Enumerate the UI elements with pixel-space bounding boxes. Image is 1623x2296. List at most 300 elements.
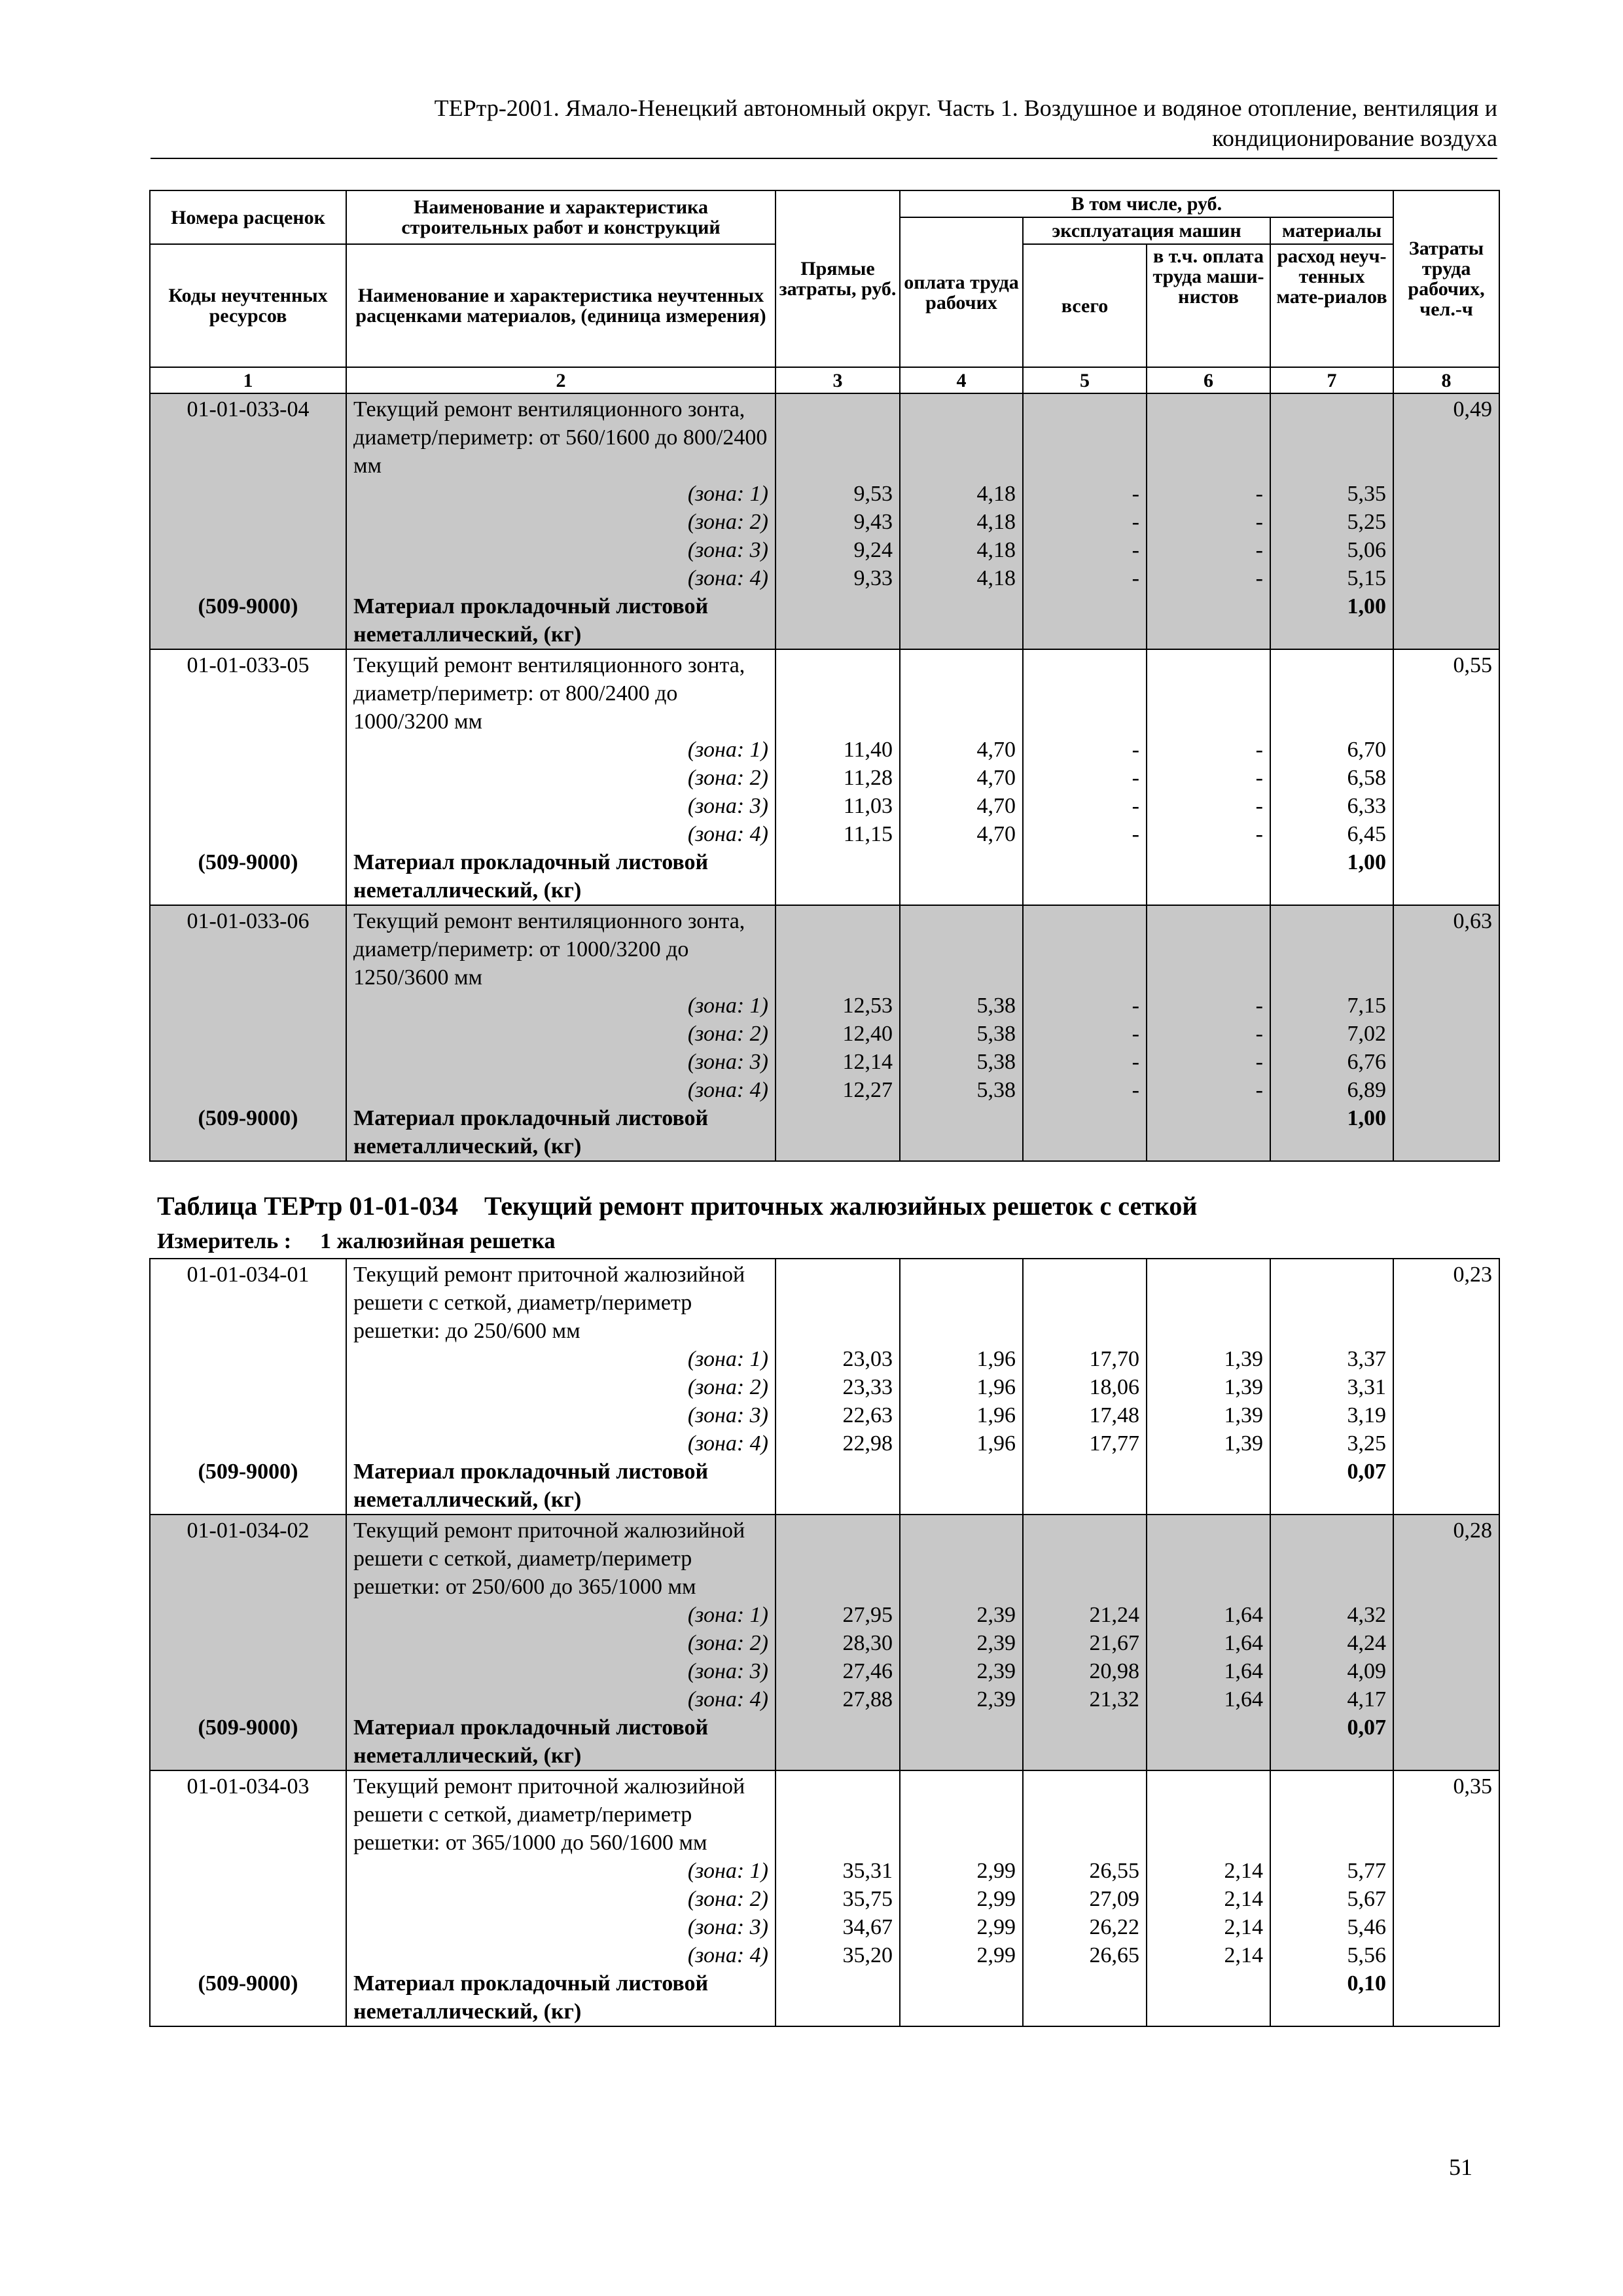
- resource-name: Материал прокладочный листовой неметаллический, (кг): [353, 850, 709, 903]
- zone-materials: 5,67: [1347, 1887, 1386, 1911]
- zone-machinists: -: [1255, 1050, 1263, 1074]
- zone-materials: 6,76: [1347, 1050, 1386, 1074]
- work-name: Текущий ремонт приточной жалюзийной решети с сеткой, диаметр/периметр решетки: от 250/600 до 365/1000 мм: [353, 1518, 745, 1599]
- num-pad: [1277, 1772, 1386, 1857]
- zone-machinists: -: [1255, 538, 1263, 562]
- resource-code: (509-9000): [198, 1460, 298, 1484]
- zone-materials: 3,19: [1347, 1403, 1386, 1427]
- cell-codes: [150, 1259, 346, 1515]
- zone-zone: (зона: 1): [687, 994, 768, 1018]
- zone-zone: (зона: 2): [687, 1887, 768, 1911]
- code-spacer: [157, 935, 339, 1104]
- zone-wage: 1,96: [976, 1347, 1016, 1371]
- cell-machines: [1023, 1515, 1147, 1770]
- num-pad: [1154, 1516, 1263, 1601]
- zone-materials: 3,25: [1347, 1431, 1386, 1456]
- zone-materials: 6,58: [1347, 766, 1386, 790]
- num-pad: [1277, 907, 1386, 992]
- zone-direct: 12,53: [842, 994, 893, 1018]
- cell-materials: [1270, 1770, 1393, 2026]
- resource-name: Материал прокладочный листовой неметаллический, (кг): [353, 594, 709, 647]
- cell-codes: [150, 1515, 346, 1770]
- zone-wage: 4,70: [976, 738, 1016, 762]
- zone-wage: 4,18: [976, 538, 1016, 562]
- zone-machinists: -: [1255, 994, 1263, 1018]
- zone-materials: 6,45: [1347, 822, 1386, 846]
- zone-direct: 27,46: [842, 1659, 893, 1683]
- zone-machines: -: [1132, 566, 1139, 590]
- code-spacer: [157, 1545, 339, 1713]
- zone-machines: -: [1132, 538, 1139, 562]
- cell-direct: [776, 905, 900, 1161]
- num-pad: [1030, 651, 1139, 736]
- rate-code: 01-01-033-06: [187, 909, 310, 933]
- zone-materials: 5,25: [1347, 510, 1386, 534]
- col-index-8: 8: [1393, 367, 1499, 393]
- zone-materials: 5,35: [1347, 482, 1386, 506]
- zone-wage: 2,99: [976, 1943, 1016, 1967]
- work-name: Текущий ремонт вентиляционного зонта, диаметр/периметр: от 560/1600 до 800/2400 мм: [353, 397, 768, 478]
- zone-zone: (зона: 3): [687, 794, 768, 818]
- header-materials-use: расход неуч-тенных мате-риалов: [1270, 244, 1393, 367]
- zone-machinists: 2,14: [1224, 1915, 1263, 1939]
- zone-machinists: 2,14: [1224, 1943, 1263, 1967]
- code-spacer: [157, 423, 339, 592]
- cell-labor: [1393, 1259, 1499, 1515]
- zone-materials: 6,33: [1347, 794, 1386, 818]
- labor-value: 0,28: [1453, 1518, 1492, 1543]
- zone-wage: 4,18: [976, 510, 1016, 534]
- zone-zone: (зона: 4): [687, 1687, 768, 1712]
- zone-materials: 5,56: [1347, 1943, 1386, 1967]
- zone-materials: 5,06: [1347, 538, 1386, 562]
- zone-direct: 23,03: [842, 1347, 893, 1371]
- page-number: 51: [1449, 2154, 1472, 2180]
- num-pad: [1277, 1516, 1386, 1601]
- zone-wage: 5,38: [976, 994, 1016, 1018]
- rates-table-033: [149, 393, 1500, 1162]
- num-pad: [1030, 1516, 1139, 1601]
- zone-direct: 34,67: [842, 1915, 893, 1939]
- zone-machinists: 1,64: [1224, 1631, 1263, 1655]
- work-name: Текущий ремонт вентиляционного зонта, диаметр/периметр: от 800/2400 до 1000/3200 мм: [353, 653, 745, 734]
- zone-materials: 4,24: [1347, 1631, 1386, 1655]
- zone-zone: (зона: 2): [687, 1375, 768, 1399]
- header-labor-pay: оплата труда рабочих: [900, 217, 1023, 367]
- zone-machinists: -: [1255, 510, 1263, 534]
- labor-value: 0,63: [1453, 909, 1492, 933]
- cell-direct: [776, 649, 900, 905]
- num-pad: [907, 1516, 1016, 1601]
- zone-materials: 4,32: [1347, 1603, 1386, 1627]
- num-pad: [783, 1772, 893, 1857]
- zone-machinists: -: [1255, 822, 1263, 846]
- cell-materials: [1270, 905, 1393, 1161]
- zone-machinists: -: [1255, 1078, 1263, 1102]
- table-unit: [157, 1228, 1492, 1255]
- cell-codes: [150, 905, 346, 1161]
- zone-machines: -: [1132, 994, 1139, 1018]
- num-pad: [907, 1772, 1016, 1857]
- zone-wage: 4,18: [976, 482, 1016, 506]
- table-title-text: Текущий ремонт приточных жалюзийных решеток с сеткой: [484, 1191, 1198, 1221]
- zone-machinists: -: [1255, 1022, 1263, 1046]
- cell-direct: [776, 1770, 900, 2026]
- zone-machinists: -: [1255, 766, 1263, 790]
- zone-materials: 7,15: [1347, 994, 1386, 1018]
- zone-machines: 21,24: [1089, 1603, 1139, 1627]
- zone-machinists: -: [1255, 566, 1263, 590]
- zone-zone: (зона: 4): [687, 822, 768, 846]
- cell-machinists: [1147, 393, 1270, 649]
- col-index-2: 2: [346, 367, 776, 393]
- zone-machines: 17,77: [1089, 1431, 1139, 1456]
- cell-materials: [1270, 393, 1393, 649]
- cell-machines: [1023, 905, 1147, 1161]
- zone-wage: 2,39: [976, 1631, 1016, 1655]
- zone-materials: 6,70: [1347, 738, 1386, 762]
- zone-zone: (зона: 3): [687, 1915, 768, 1939]
- labor-value: 0,49: [1453, 397, 1492, 422]
- cell-machinists: [1147, 905, 1270, 1161]
- rate-code: 01-01-034-01: [187, 1263, 310, 1287]
- unit-label: Измеритель :: [157, 1229, 292, 1253]
- zone-wage: 5,38: [976, 1050, 1016, 1074]
- cell-names: [346, 1515, 776, 1770]
- col-index-7: 7: [1270, 367, 1393, 393]
- zone-machines: 26,55: [1089, 1859, 1139, 1883]
- zone-machines: -: [1132, 794, 1139, 818]
- zone-direct: 27,95: [842, 1603, 893, 1627]
- cell-wage: [900, 1259, 1023, 1515]
- cell-codes: [150, 1770, 346, 2026]
- cell-materials: [1270, 1259, 1393, 1515]
- zone-machinists: 1,64: [1224, 1687, 1263, 1712]
- zone-machines: 21,32: [1089, 1687, 1139, 1712]
- col-index-4: 4: [900, 367, 1023, 393]
- zone-machines: 18,06: [1089, 1375, 1139, 1399]
- zone-zone: (зона: 2): [687, 1022, 768, 1046]
- zone-zone: (зона: 3): [687, 1050, 768, 1074]
- code-spacer: [157, 679, 339, 848]
- zone-zone: (зона: 1): [687, 1347, 768, 1371]
- resource-value: 1,00: [1347, 594, 1386, 619]
- rate-entry-row: [150, 1515, 1499, 1770]
- cell-names: [346, 649, 776, 905]
- resource-code: (509-9000): [198, 1715, 298, 1740]
- zone-materials: 3,31: [1347, 1375, 1386, 1399]
- unit-value: 1 жалюзийная решетка: [320, 1229, 556, 1253]
- cell-materials: [1270, 1515, 1393, 1770]
- num-pad: [907, 395, 1016, 480]
- resource-value: 0,07: [1347, 1715, 1386, 1740]
- zone-materials: 6,89: [1347, 1078, 1386, 1102]
- resource-name: Материал прокладочный листовой неметаллический, (кг): [353, 1106, 709, 1158]
- zone-machines: -: [1132, 766, 1139, 790]
- zone-direct: 23,33: [842, 1375, 893, 1399]
- zone-machines: 20,98: [1089, 1659, 1139, 1683]
- work-name: Текущий ремонт вентиляционного зонта, диаметр/периметр: от 1000/3200 до 1250/3600 мм: [353, 909, 745, 990]
- zone-wage: 4,18: [976, 566, 1016, 590]
- cell-machinists: [1147, 1770, 1270, 2026]
- zone-wage: 4,70: [976, 766, 1016, 790]
- rate-code: 01-01-034-03: [187, 1774, 310, 1799]
- cell-names: [346, 393, 776, 649]
- zone-direct: 9,24: [853, 538, 893, 562]
- zone-direct: 28,30: [842, 1631, 893, 1655]
- zone-materials: 5,15: [1347, 566, 1386, 590]
- header-work-name: Наименование и характеристика строительных работ и конструкций: [346, 190, 776, 244]
- header-rule: [151, 158, 1497, 159]
- zone-machinists: 2,14: [1224, 1887, 1263, 1911]
- resource-name: Материал прокладочный листовой неметаллический, (кг): [353, 1715, 709, 1768]
- zone-direct: 12,27: [842, 1078, 893, 1102]
- num-pad: [783, 1261, 893, 1345]
- cell-wage: [900, 649, 1023, 905]
- cell-machinists: [1147, 1515, 1270, 1770]
- zone-machinists: 1,39: [1224, 1403, 1263, 1427]
- num-pad: [1030, 907, 1139, 992]
- num-pad: [907, 907, 1016, 992]
- zone-direct: 22,63: [842, 1403, 893, 1427]
- rate-code: 01-01-033-05: [187, 653, 310, 677]
- column-index-row: [150, 367, 1499, 393]
- zone-zone: (зона: 4): [687, 1943, 768, 1967]
- zone-direct: 35,31: [842, 1859, 893, 1883]
- rate-entry-row: [150, 905, 1499, 1161]
- cell-machines: [1023, 649, 1147, 905]
- zone-machines: -: [1132, 1022, 1139, 1046]
- cell-labor: [1393, 1770, 1499, 2026]
- rate-code: 01-01-034-02: [187, 1518, 310, 1543]
- num-pad: [1154, 1261, 1263, 1345]
- cell-direct: [776, 1515, 900, 1770]
- zone-zone: (зона: 1): [687, 1603, 768, 1627]
- zone-zone: (зона: 1): [687, 482, 768, 506]
- cell-codes: [150, 393, 346, 649]
- cell-direct: [776, 393, 900, 649]
- zone-machines: 17,70: [1089, 1347, 1139, 1371]
- zone-wage: 2,39: [976, 1659, 1016, 1683]
- resource-code: (509-9000): [198, 1971, 298, 1996]
- zone-machines: 26,65: [1089, 1943, 1139, 1967]
- num-pad: [783, 395, 893, 480]
- zone-wage: 1,96: [976, 1375, 1016, 1399]
- cell-materials: [1270, 649, 1393, 905]
- cell-machines: [1023, 1259, 1147, 1515]
- col-index-5: 5: [1023, 367, 1147, 393]
- num-pad: [1030, 1261, 1139, 1345]
- zone-direct: 12,14: [842, 1050, 893, 1074]
- zone-machinists: -: [1255, 482, 1263, 506]
- rate-entry-row: [150, 393, 1499, 649]
- resource-name: Материал прокладочный листовой неметаллический, (кг): [353, 1460, 709, 1512]
- header-machinist-pay: в т.ч. оплата труда маши-нистов: [1147, 244, 1270, 367]
- zone-zone: (зона: 2): [687, 1631, 768, 1655]
- header-material-name: Наименование и характеристика неучтенных расценками материалов, (единица измерения): [346, 244, 776, 367]
- zone-direct: 22,98: [842, 1431, 893, 1456]
- num-pad: [1154, 907, 1263, 992]
- zone-machines: -: [1132, 1050, 1139, 1074]
- zone-direct: 12,40: [842, 1022, 893, 1046]
- num-pad: [907, 651, 1016, 736]
- zone-direct: 11,40: [843, 738, 893, 762]
- resource-code: (509-9000): [198, 594, 298, 619]
- zone-machinists: 1,64: [1224, 1603, 1263, 1627]
- num-pad: [783, 651, 893, 736]
- zone-direct: 35,75: [842, 1887, 893, 1911]
- zone-wage: 2,39: [976, 1687, 1016, 1712]
- zone-machines: -: [1132, 510, 1139, 534]
- cell-machines: [1023, 1770, 1147, 2026]
- num-pad: [783, 1516, 893, 1601]
- zone-wage: 5,38: [976, 1078, 1016, 1102]
- rates-table-034: [149, 1258, 1500, 2027]
- num-pad: [1277, 395, 1386, 480]
- cell-machinists: [1147, 1259, 1270, 1515]
- cell-direct: [776, 1259, 900, 1515]
- zone-materials: 5,46: [1347, 1915, 1386, 1939]
- cell-wage: [900, 393, 1023, 649]
- zone-direct: 9,43: [853, 510, 893, 534]
- zone-machines: 17,48: [1089, 1403, 1139, 1427]
- zone-materials: 5,77: [1347, 1859, 1386, 1883]
- cell-machinists: [1147, 649, 1270, 905]
- zone-wage: 2,99: [976, 1915, 1016, 1939]
- column-header-table: [149, 190, 1500, 394]
- zone-materials: 4,17: [1347, 1687, 1386, 1712]
- cell-names: [346, 1259, 776, 1515]
- zone-machinists: -: [1255, 738, 1263, 762]
- resource-value: 0,10: [1347, 1971, 1386, 1996]
- page-header: [151, 93, 1497, 153]
- header-including: В том числе, руб.: [900, 190, 1393, 217]
- zone-zone: (зона: 4): [687, 566, 768, 590]
- zone-direct: 11,15: [843, 822, 893, 846]
- zone-machinists: 1,39: [1224, 1431, 1263, 1456]
- zone-machines: -: [1132, 482, 1139, 506]
- work-name: Текущий ремонт приточной жалюзийной решети с сеткой, диаметр/периметр решетки: от 365/1000 до 560/1600 мм: [353, 1774, 745, 1855]
- num-pad: [1154, 651, 1263, 736]
- zone-direct: 11,03: [843, 794, 893, 818]
- num-pad: [1154, 1772, 1263, 1857]
- header-line-2: кондиционирование воздуха: [1212, 125, 1497, 151]
- resource-code: (509-9000): [198, 850, 298, 874]
- zone-zone: (зона: 2): [687, 766, 768, 790]
- zone-machines: -: [1132, 822, 1139, 846]
- zone-direct: 9,33: [853, 566, 893, 590]
- zone-machines: 27,09: [1089, 1887, 1139, 1911]
- zone-direct: 35,20: [842, 1943, 893, 1967]
- resource-value: 0,07: [1347, 1460, 1386, 1484]
- rate-code: 01-01-033-04: [187, 397, 310, 422]
- header-direct-costs: Прямые затраты, руб.: [776, 190, 900, 367]
- header-line-1: ТЕРтр-2001. Ямало-Ненецкий автономный округ. Часть 1. Воздушное и водяное отопление, вентиляция и: [434, 95, 1497, 121]
- labor-value: 0,35: [1453, 1774, 1492, 1799]
- cell-labor: [1393, 1515, 1499, 1770]
- zone-machinists: 1,64: [1224, 1659, 1263, 1683]
- cell-wage: [900, 1770, 1023, 2026]
- zone-machinists: 2,14: [1224, 1859, 1263, 1883]
- labor-value: 0,55: [1453, 653, 1492, 677]
- zone-machinists: 1,39: [1224, 1347, 1263, 1371]
- zone-materials: 4,09: [1347, 1659, 1386, 1683]
- header-machines-total: всего: [1023, 244, 1147, 367]
- cell-codes: [150, 649, 346, 905]
- resource-value: 1,00: [1347, 1106, 1386, 1130]
- resource-value: 1,00: [1347, 850, 1386, 874]
- cell-labor: [1393, 905, 1499, 1161]
- zone-zone: (зона: 3): [687, 538, 768, 562]
- zone-wage: 1,96: [976, 1403, 1016, 1427]
- zone-materials: 7,02: [1347, 1022, 1386, 1046]
- zone-direct: 27,88: [842, 1687, 893, 1712]
- cell-machines: [1023, 393, 1147, 649]
- zone-wage: 4,70: [976, 794, 1016, 818]
- num-pad: [907, 1261, 1016, 1345]
- zone-zone: (зона: 1): [687, 1859, 768, 1883]
- header-machines: эксплуатация машин: [1023, 217, 1270, 244]
- zone-machines: 21,67: [1089, 1631, 1139, 1655]
- zone-zone: (зона: 3): [687, 1659, 768, 1683]
- resource-name: Материал прокладочный листовой неметаллический, (кг): [353, 1971, 709, 2024]
- header-labor-costs: Затраты труда рабочих, чел.-ч: [1393, 190, 1499, 367]
- table-title-code: Таблица ТЕРтр 01-01-034: [157, 1191, 459, 1221]
- col-index-1: 1: [150, 367, 346, 393]
- zone-direct: 11,28: [843, 766, 893, 790]
- rate-entry-row: [150, 649, 1499, 905]
- cell-wage: [900, 1515, 1023, 1770]
- col-index-3: 3: [776, 367, 900, 393]
- zone-zone: (зона: 2): [687, 510, 768, 534]
- cell-labor: [1393, 393, 1499, 649]
- work-name: Текущий ремонт приточной жалюзийной решети с сеткой, диаметр/периметр решетки: до 250/600 мм: [353, 1263, 745, 1343]
- table-title: [157, 1190, 1492, 1223]
- zone-wage: 2,99: [976, 1859, 1016, 1883]
- zone-machines: -: [1132, 1078, 1139, 1102]
- num-pad: [1277, 1261, 1386, 1345]
- num-pad: [1154, 395, 1263, 480]
- labor-value: 0,23: [1453, 1263, 1492, 1287]
- code-spacer: [157, 1801, 339, 1969]
- cell-names: [346, 1770, 776, 2026]
- num-pad: [1030, 1772, 1139, 1857]
- num-pad: [1277, 651, 1386, 736]
- zone-machines: -: [1132, 738, 1139, 762]
- num-pad: [783, 907, 893, 992]
- zone-materials: 3,37: [1347, 1347, 1386, 1371]
- zone-zone: (зона: 3): [687, 1403, 768, 1427]
- zone-zone: (зона: 4): [687, 1078, 768, 1102]
- zone-machines: 26,22: [1089, 1915, 1139, 1939]
- cell-names: [346, 905, 776, 1161]
- header-materials: материалы: [1270, 217, 1393, 244]
- zone-machinists: -: [1255, 794, 1263, 818]
- resource-code: (509-9000): [198, 1106, 298, 1130]
- zone-direct: 9,53: [853, 482, 893, 506]
- header-numbers: Номера расценок: [150, 190, 346, 244]
- zone-wage: 1,96: [976, 1431, 1016, 1456]
- rate-entry-row: [150, 1770, 1499, 2026]
- zone-wage: 2,39: [976, 1603, 1016, 1627]
- zone-wage: 4,70: [976, 822, 1016, 846]
- code-spacer: [157, 1289, 339, 1458]
- zone-zone: (зона: 1): [687, 738, 768, 762]
- rate-entry-row: [150, 1259, 1499, 1515]
- cell-wage: [900, 905, 1023, 1161]
- col-index-6: 6: [1147, 367, 1270, 393]
- zone-wage: 5,38: [976, 1022, 1016, 1046]
